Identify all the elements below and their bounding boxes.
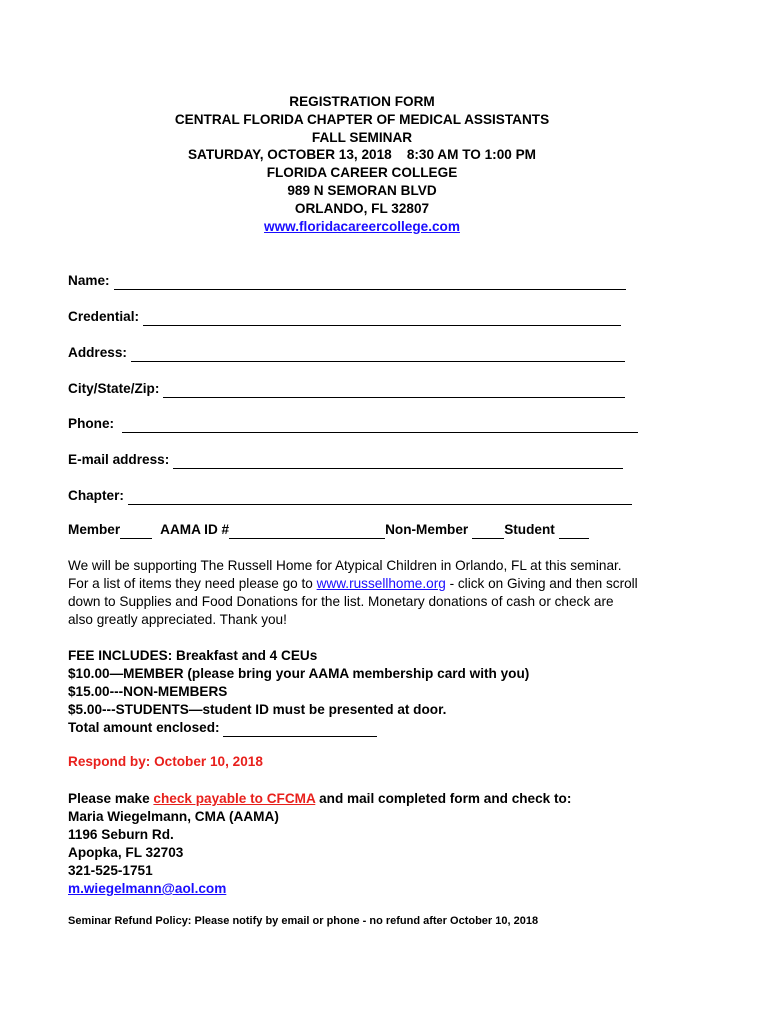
mail-suffix: and mail completed form and check to: bbox=[315, 791, 572, 806]
aama-id-blank[interactable] bbox=[229, 524, 385, 539]
credential-label: Credential: bbox=[68, 309, 140, 324]
fee-total-row bbox=[68, 719, 529, 737]
fee-includes: FEE INCLUDES: Breakfast and 4 CEUs bbox=[68, 648, 318, 663]
fee-total-label: Total amount enclosed: bbox=[68, 720, 224, 735]
credential-input-line[interactable] bbox=[143, 311, 621, 326]
russell-home-link[interactable]: www.russellhome.org bbox=[316, 576, 446, 591]
phone-label: Phone: bbox=[68, 416, 115, 431]
member-blank[interactable] bbox=[120, 524, 152, 539]
fee-student: $5.00---STUDENTS—student ID must be presented at door. bbox=[68, 702, 447, 717]
phone-field bbox=[68, 415, 638, 433]
email-label: E-mail address: bbox=[68, 452, 170, 467]
city-state-zip-field bbox=[68, 380, 625, 398]
header-city: ORLANDO, FL 32807 bbox=[294, 200, 430, 216]
header-street: 989 N SEMORAN BLVD bbox=[287, 182, 437, 198]
chapter-label: Chapter: bbox=[68, 488, 124, 503]
name-input-line[interactable] bbox=[114, 275, 626, 290]
address-field bbox=[68, 344, 625, 362]
mail-phone: 321-525-1751 bbox=[68, 863, 153, 878]
fee-section bbox=[68, 647, 529, 737]
mail-email-link[interactable]: m.wiegelmann@aol.com bbox=[68, 881, 227, 896]
support-text-end: - click on Giving and then scroll down to Supplies and Food Donations for the list. Monetary donations of cash or check are also greatly appreciated. Thank you! bbox=[68, 576, 638, 627]
mail-recipient-name: Maria Wiegelmann, CMA (AAMA) bbox=[68, 809, 279, 824]
respond-by: Respond by: October 10, 2018 bbox=[68, 754, 263, 769]
email-input-line[interactable] bbox=[173, 454, 623, 469]
name-field bbox=[68, 272, 626, 290]
mail-street: 1196 Seburn Rd. bbox=[68, 827, 174, 842]
student-label: Student bbox=[504, 522, 555, 537]
header-organization: CENTRAL FLORIDA CHAPTER OF MEDICAL ASSISTANTS bbox=[174, 111, 550, 127]
mail-section bbox=[68, 790, 571, 898]
email-field bbox=[68, 451, 623, 469]
total-amount-blank[interactable] bbox=[223, 722, 377, 737]
fee-non-member: $15.00---NON-MEMBERS bbox=[68, 684, 228, 699]
mail-instruction bbox=[68, 790, 571, 808]
non-member-label: Non-Member bbox=[385, 522, 469, 537]
phone-input-line[interactable] bbox=[122, 418, 638, 433]
city-state-zip-input-line[interactable] bbox=[163, 383, 625, 398]
check-payable-link[interactable]: check payable to CFCMA bbox=[153, 791, 316, 806]
chapter-input-line[interactable] bbox=[128, 490, 632, 505]
mail-prefix: Please make bbox=[68, 791, 154, 806]
city-state-zip-label: City/State/Zip: bbox=[68, 381, 160, 396]
support-paragraph bbox=[68, 557, 638, 629]
fee-member: $10.00—MEMBER (please bring your AAMA membership card with you) bbox=[68, 666, 530, 681]
name-label: Name: bbox=[68, 273, 110, 288]
refund-policy: Seminar Refund Policy: Please notify by email or phone - no refund after October 10, 2018 bbox=[68, 915, 539, 927]
membership-row bbox=[68, 521, 589, 539]
aama-id-label: AAMA ID # bbox=[160, 522, 230, 537]
support-text-start: We will be supporting The Russell Home for Atypical Children in Orlando, FL at this seminar. For a list of items they need please go to bbox=[68, 558, 622, 591]
member-label: Member bbox=[68, 522, 121, 537]
address-label: Address: bbox=[68, 345, 127, 360]
student-blank[interactable] bbox=[559, 524, 589, 539]
header-date-time: SATURDAY, OCTOBER 13, 2018 8:30 AM TO 1:00 PM bbox=[187, 147, 536, 163]
website-link[interactable]: www.floridacareercollege.com bbox=[264, 218, 460, 234]
form-header bbox=[0, 93, 724, 235]
header-venue: FLORIDA CAREER COLLEGE bbox=[266, 165, 458, 181]
header-title: REGISTRATION FORM bbox=[289, 94, 435, 109]
header-event: FALL SEMINAR bbox=[311, 129, 413, 145]
chapter-field bbox=[68, 487, 632, 505]
address-input-line[interactable] bbox=[131, 347, 625, 362]
mail-city: Apopka, FL 32703 bbox=[68, 845, 184, 860]
credential-field bbox=[68, 308, 621, 326]
non-member-blank[interactable] bbox=[472, 524, 504, 539]
